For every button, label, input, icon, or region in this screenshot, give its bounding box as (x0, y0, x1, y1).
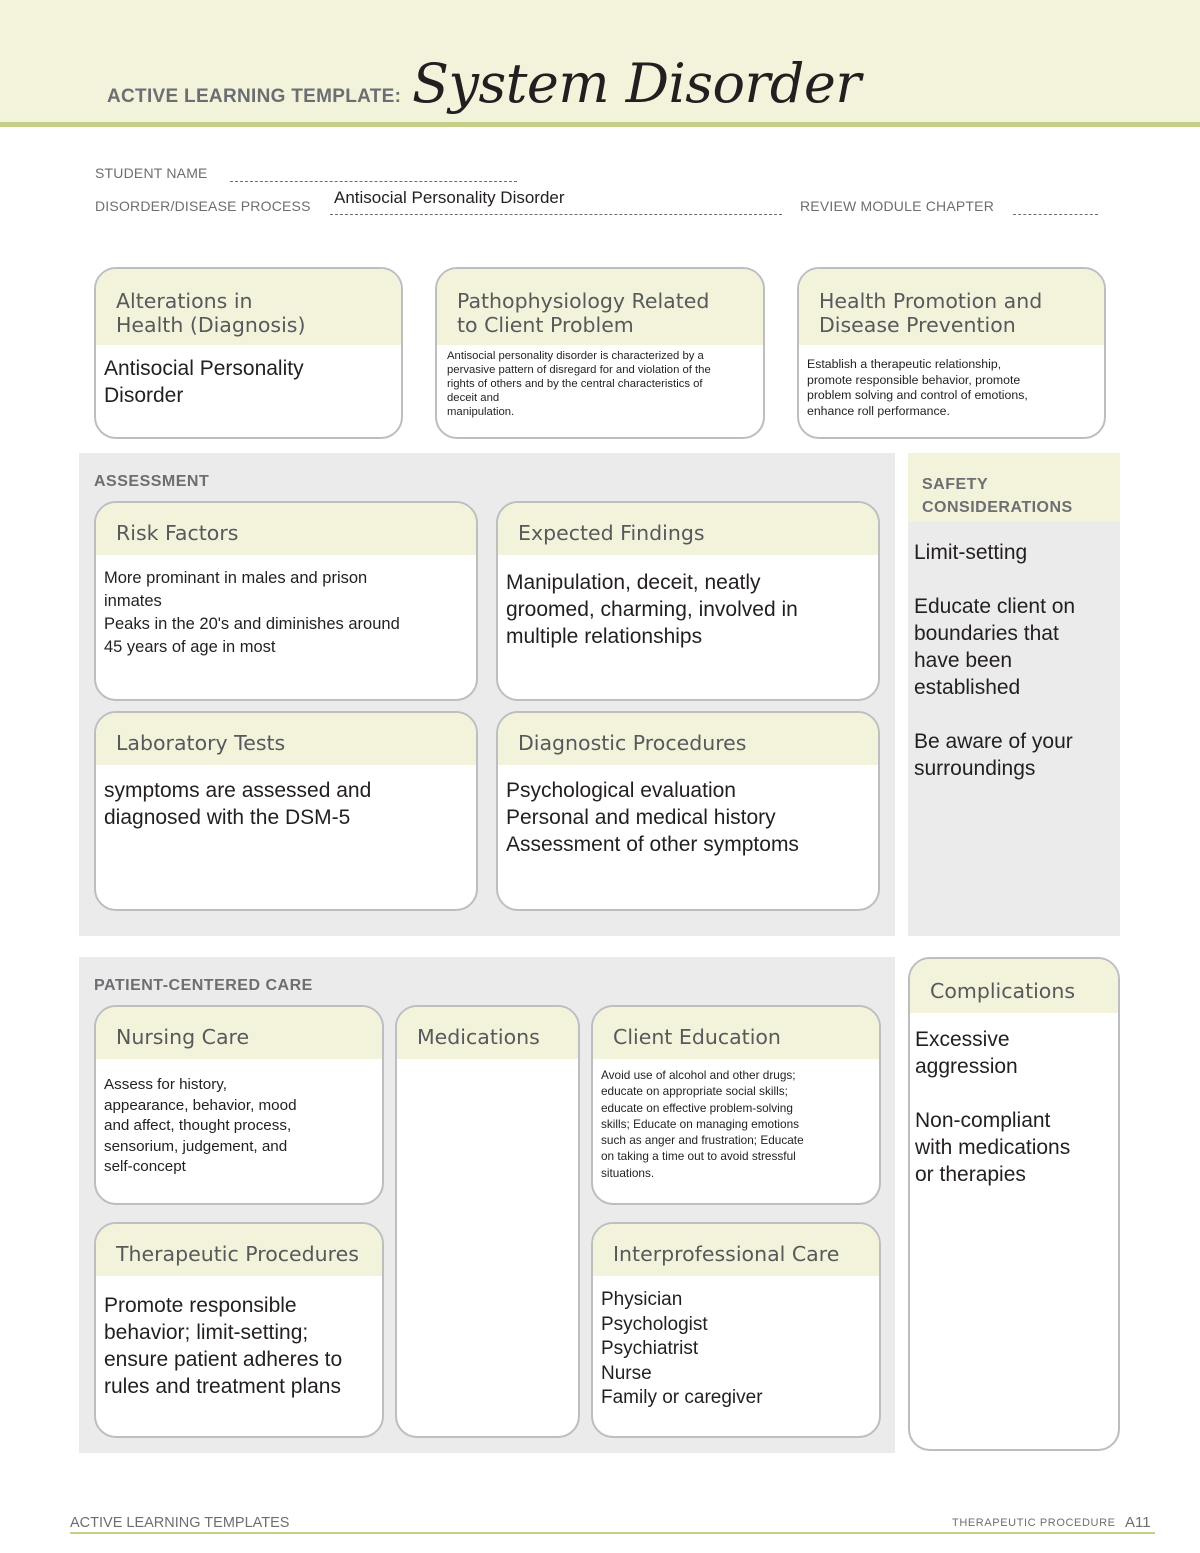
interprofessional-care-body: Physician Psychologist Psychiatrist Nurse Family or caregiver (601, 1289, 763, 1408)
student-name-field[interactable] (230, 181, 517, 182)
pathophysiology-title: Pathophysiology Related to Client Problem (437, 269, 763, 345)
template-prefix: ACTIVE LEARNING TEMPLATE: (107, 86, 402, 107)
laboratory-tests-box[interactable] (94, 711, 478, 911)
medications-box[interactable] (395, 1005, 580, 1438)
complications-box[interactable] (908, 957, 1120, 1451)
health-promotion-body: Establish a therapeutic relationship, promote responsible behavior, promote problem solving and control of emotions, enhance roll performance. (807, 357, 1028, 418)
interprofessional-care-box[interactable] (591, 1222, 881, 1438)
client-education-title: Client Education (593, 1007, 879, 1059)
safety-label: SAFETY CONSIDERATIONS (922, 476, 1073, 516)
expected-findings-body: Manipulation, deceit, neatly groomed, charming, involved in multiple relationships (506, 571, 798, 648)
laboratory-tests-body: symptoms are assessed and diagnosed with the DSM-5 (104, 779, 372, 829)
risk-factors-title: Risk Factors (96, 503, 476, 555)
diagnostic-procedures-box[interactable] (496, 711, 880, 911)
patient-centered-care-label: PATIENT-CENTERED CARE (94, 977, 313, 994)
pathophysiology-body: Antisocial personality disorder is characterized by a pervasive pattern of disregard for and violation of the rights of others and by the central characteristics of deceit and manipulation. (447, 350, 711, 418)
page-number: A11 (1125, 1514, 1151, 1531)
header-rule (0, 122, 1200, 127)
safety-body: Limit-setting Educate client on boundaries that have been established Be aware of your surroundings (914, 541, 1076, 780)
complications-title: Complications (910, 959, 1118, 1013)
laboratory-tests-title: Laboratory Tests (96, 713, 476, 765)
review-module-field[interactable] (1013, 214, 1098, 215)
medications-body (397, 1059, 578, 1077)
nursing-care-body: Assess for history, appearance, behavior, mood and affect, thought process, sensorium, judgement, and self-concept (104, 1076, 297, 1175)
nursing-care-title: Nursing Care (96, 1007, 382, 1059)
interprofessional-care-title: Interprofessional Care (593, 1224, 879, 1276)
review-module-label: REVIEW MODULE CHAPTER (800, 198, 994, 214)
therapeutic-procedures-body: Promote responsible behavior; limit-setting; ensure patient adheres to rules and treatment plans (104, 1294, 343, 1398)
alterations-box[interactable] (94, 267, 403, 439)
pathophysiology-box[interactable] (435, 267, 765, 439)
risk-factors-box[interactable] (94, 501, 478, 701)
expected-findings-title: Expected Findings (498, 503, 878, 555)
student-name-label: STUDENT NAME (95, 165, 208, 181)
page-title: System Disorder (412, 52, 861, 115)
footer-category-label: THERAPEUTIC PROCEDURE (952, 1517, 1116, 1529)
alterations-title: Alterations in Health (Diagnosis) (96, 269, 401, 345)
nursing-care-box[interactable] (94, 1005, 384, 1205)
diagnostic-procedures-title: Diagnostic Procedures (498, 713, 878, 765)
medications-title: Medications (397, 1007, 578, 1059)
client-education-body: Avoid use of alcohol and other drugs; educate on appropriate social skills; educate on effective problem-solving skills; Educate on managing emotions such as anger and frustration; Educate on taking a time out to avoid stressful situations. (601, 1068, 804, 1180)
disorder-value: Antisocial Personality Disorder (334, 188, 565, 207)
health-promotion-box[interactable] (797, 267, 1106, 439)
complications-body: Excessive aggression Non-compliant with medications or therapies (915, 1028, 1071, 1186)
alterations-body: Antisocial Personality Disorder (104, 357, 304, 407)
client-education-box[interactable] (591, 1005, 881, 1205)
therapeutic-procedures-title: Therapeutic Procedures (96, 1224, 382, 1276)
expected-findings-box[interactable] (496, 501, 880, 701)
disorder-label: DISORDER/DISEASE PROCESS (95, 198, 311, 214)
assessment-label: ASSESSMENT (94, 473, 210, 490)
disorder-field[interactable] (330, 214, 782, 215)
risk-factors-body: More prominant in males and prison inmates Peaks in the 20's and diminishes around 45 years of age in most (104, 569, 400, 656)
therapeutic-procedures-box[interactable] (94, 1222, 384, 1438)
footer-series-label: ACTIVE LEARNING TEMPLATES (70, 1515, 290, 1531)
diagnostic-procedures-body: Psychological evaluation Personal and medical history Assessment of other symptoms (506, 779, 799, 856)
footer-rule (70, 1532, 1155, 1534)
health-promotion-title: Health Promotion and Disease Prevention (799, 269, 1104, 345)
